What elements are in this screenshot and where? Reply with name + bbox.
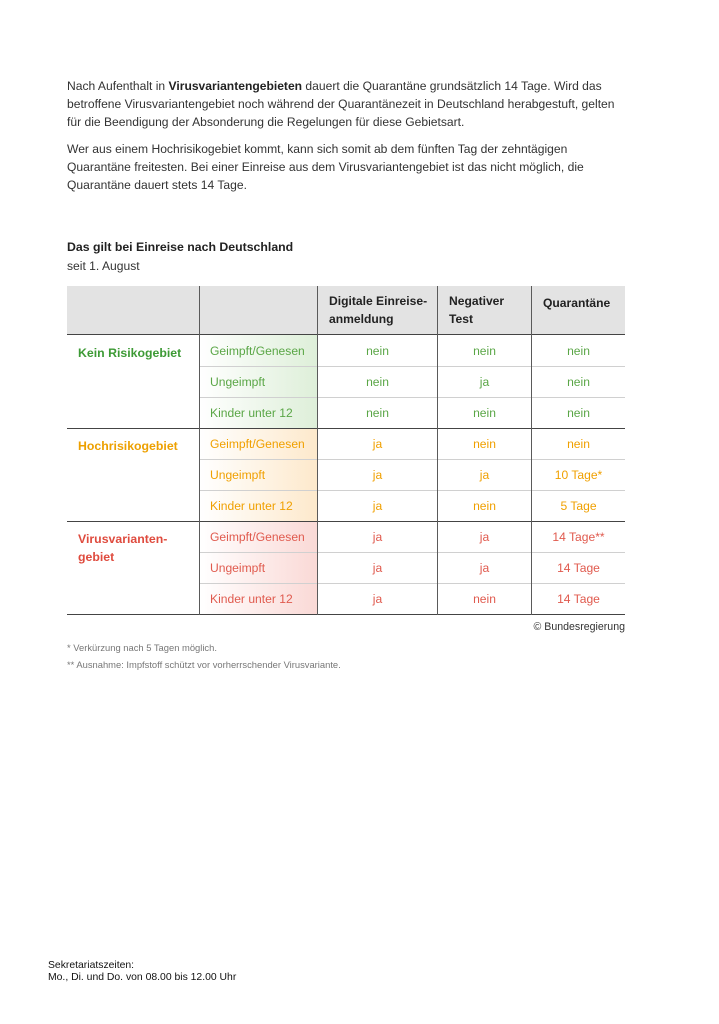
header-divider bbox=[67, 334, 625, 335]
cell-quarantaene: nein bbox=[567, 406, 590, 420]
row-label: Kinder unter 12 bbox=[210, 592, 293, 606]
cell-test: nein bbox=[473, 592, 496, 606]
intro-paragraph-1: Nach Aufenthalt in Virusvariantengebieten dauert die Quarantäne grundsätzlich 14 Tage. Wird das betroffene Virusvariantengebiet noch während der Quarantänezeit in Deutschland herabgestuft, gelten für die Beendigung der Absonderung die Regelungen für diese Gebietsart. bbox=[67, 79, 615, 129]
header-digitale-einreiseanmeldung: Digitale Einreise- anmeldung bbox=[329, 294, 428, 326]
office-hours-title: Sekretariatszeiten: bbox=[48, 960, 135, 971]
row-divider bbox=[200, 397, 625, 398]
row-label: Geimpft/Genesen bbox=[210, 344, 305, 358]
cell-test: ja bbox=[479, 561, 490, 575]
cell-quarantaene: 14 Tage bbox=[557, 592, 600, 606]
cell-einreiseanmeldung: nein bbox=[366, 375, 389, 389]
cell-test: nein bbox=[473, 499, 496, 513]
table-bottom-line bbox=[67, 614, 625, 615]
image-credit: © Bundesregierung bbox=[533, 621, 625, 633]
cell-quarantaene: nein bbox=[567, 344, 590, 358]
row-divider bbox=[200, 583, 625, 584]
intro-paragraph-2: Wer aus einem Hochrisikogebiet kommt, kann sich somit ab dem fünften Tag der zehntägigen Quarantäne freitesten. Bei einer Einreise aus dem Virusvariantengebiet ist das nicht möglich, die Quarantäne dauert stets 14 Tage. bbox=[67, 142, 584, 192]
row-label: Ungeimpft bbox=[210, 561, 266, 575]
cell-quarantaene: nein bbox=[567, 437, 590, 451]
group-divider bbox=[67, 521, 625, 522]
cell-einreiseanmeldung: ja bbox=[372, 561, 383, 575]
category-kein-risikogebiet: Kein Risikogebiet bbox=[78, 346, 182, 360]
row-label: Geimpft/Genesen bbox=[210, 437, 305, 451]
office-hours-times: Mo., Di. und Do. von 08.00 bis 12.00 Uhr bbox=[48, 972, 237, 983]
cell-einreiseanmeldung: ja bbox=[372, 530, 383, 544]
row-divider bbox=[200, 552, 625, 553]
table-title: Das gilt bei Einreise nach Deutschland bbox=[67, 240, 294, 254]
row-label: Ungeimpft bbox=[210, 375, 266, 389]
row-label: Kinder unter 12 bbox=[210, 499, 293, 513]
cell-test: ja bbox=[479, 375, 490, 389]
entry-rules-table bbox=[67, 286, 625, 615]
group-divider bbox=[67, 428, 625, 429]
cell-quarantaene: 14 Tage** bbox=[552, 530, 605, 544]
row-divider bbox=[200, 490, 625, 491]
cell-einreiseanmeldung: ja bbox=[372, 437, 383, 451]
category-hochrisikogebiet: Hochrisikogebiet bbox=[78, 439, 178, 453]
header-negativer-test: Negativer Test bbox=[449, 294, 505, 326]
cell-quarantaene: 10 Tage* bbox=[554, 468, 603, 482]
cell-quarantaene: 14 Tage bbox=[557, 561, 600, 575]
cell-einreiseanmeldung: ja bbox=[372, 499, 383, 513]
column-divider bbox=[199, 286, 200, 615]
row-label: Kinder unter 12 bbox=[210, 406, 293, 420]
cell-test: nein bbox=[473, 406, 496, 420]
row-label: Geimpft/Genesen bbox=[210, 530, 305, 544]
category-virusvariantengebiet: Virusvarianten- gebiet bbox=[78, 532, 168, 564]
intro-bold-term: Virusvariantengebieten bbox=[168, 79, 303, 93]
cell-quarantaene: nein bbox=[567, 375, 590, 389]
cell-einreiseanmeldung: ja bbox=[372, 592, 383, 606]
cell-test: ja bbox=[479, 468, 490, 482]
footnote-2: ** Ausnahme: Impfstoff schützt vor vorherrschender Virusvariante. bbox=[67, 659, 341, 670]
cell-test: ja bbox=[479, 530, 490, 544]
row-label: Ungeimpft bbox=[210, 468, 266, 482]
header-quarantaene: Quarantäne bbox=[543, 296, 611, 310]
table-subtitle: seit 1. August bbox=[67, 259, 140, 273]
cell-einreiseanmeldung: nein bbox=[366, 344, 389, 358]
footnote-1: * Verkürzung nach 5 Tagen möglich. bbox=[67, 642, 217, 653]
cell-einreiseanmeldung: nein bbox=[366, 406, 389, 420]
row-divider bbox=[200, 366, 625, 367]
cell-einreiseanmeldung: ja bbox=[372, 468, 383, 482]
row-divider bbox=[200, 459, 625, 460]
cell-test: nein bbox=[473, 344, 496, 358]
cell-quarantaene: 5 Tage bbox=[560, 499, 597, 513]
cell-test: nein bbox=[473, 437, 496, 451]
